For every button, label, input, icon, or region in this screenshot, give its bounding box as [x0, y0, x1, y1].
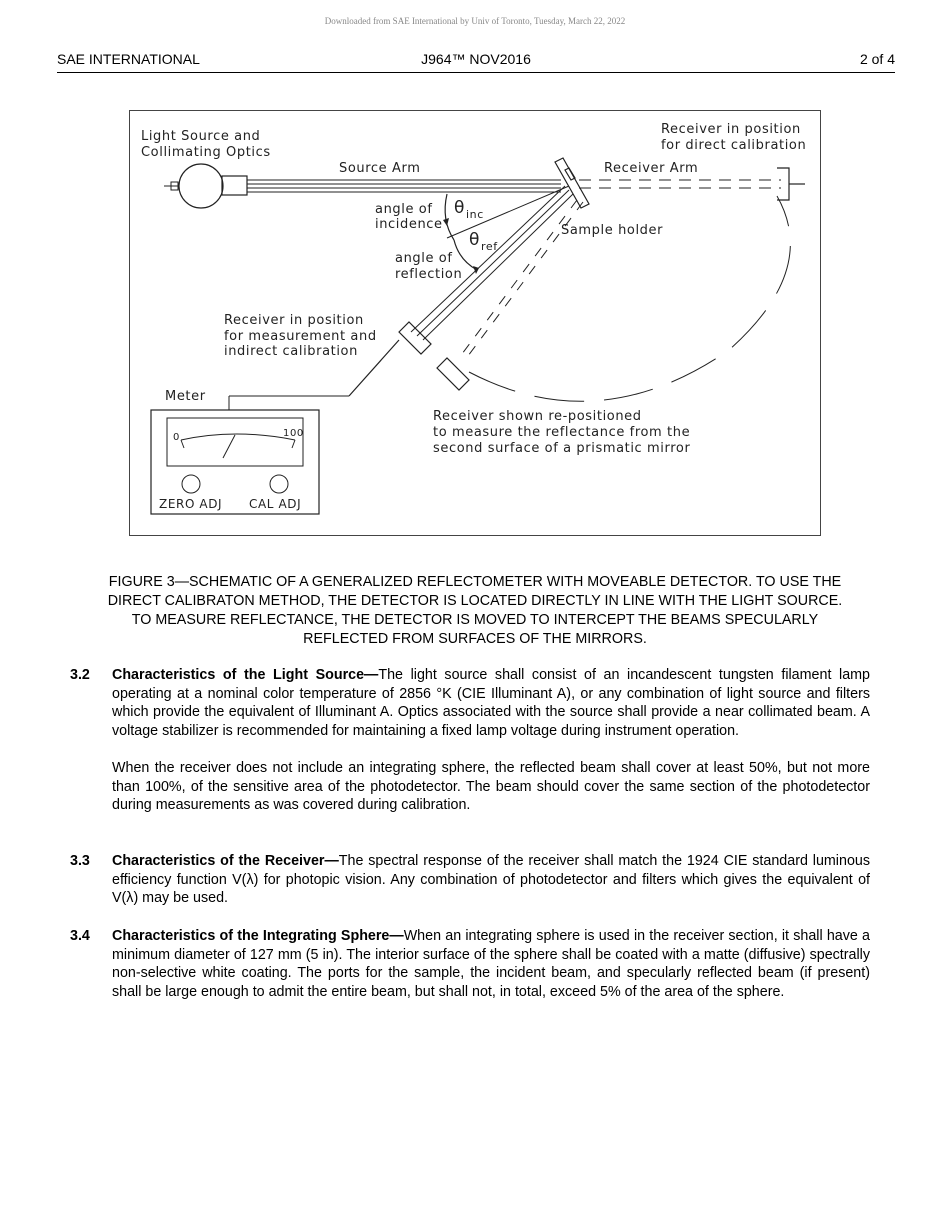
label-receiver-direct-2: for direct calibration — [661, 138, 807, 153]
sample-holder — [555, 158, 589, 208]
caption-line-2: DIRECT CALIBRATON METHOD, THE DETECTOR IS LOCATED DIRECTLY IN LINE WITH THE LIGHT SOURCE. — [107, 593, 843, 609]
section-title: Characteristics of the Receiver— — [112, 853, 339, 869]
label-sample-holder: Sample holder — [561, 223, 664, 238]
figure-3-schematic — [129, 110, 821, 536]
label-repositioned-3: second surface of a prismatic mirror — [433, 441, 691, 456]
zero-adj-knob — [182, 475, 200, 493]
incidence-arc — [445, 194, 454, 240]
figure-caption — [60, 573, 890, 649]
theta-inc-subscript: inc — [466, 208, 484, 221]
label-receiver-arm: Receiver Arm — [604, 161, 699, 176]
section-number: 3.4 — [70, 928, 90, 944]
section-3-3 — [70, 852, 870, 908]
incidence-arrow — [443, 218, 449, 226]
label-meter: Meter — [165, 389, 206, 404]
label-repositioned-1: Receiver shown re-positioned — [433, 409, 642, 424]
header-document-id: J964™ NOV2016 — [421, 51, 531, 67]
meter-display — [167, 418, 303, 466]
page-header — [57, 50, 895, 73]
label-angle-incidence-1: angle of — [375, 202, 433, 217]
cal-adj-knob — [270, 475, 288, 493]
label-angle-reflection-1: angle of — [395, 251, 453, 266]
light-source-lamp — [164, 164, 247, 208]
theta-ref-symbol: θ — [469, 230, 481, 250]
receiver-arm — [579, 180, 781, 188]
section-number: 3.3 — [70, 853, 90, 869]
label-zero-adj: ZERO ADJ — [159, 497, 223, 511]
label-receiver-direct-1: Receiver in position — [661, 122, 801, 137]
caption-line-1: FIGURE 3—SCHEMATIC OF A GENERALIZED REFLECTOMETER WITH MOVEABLE DETECTOR. TO USE THE — [108, 574, 842, 590]
meter-min-label: 0 — [173, 432, 180, 443]
header-publisher: SAE INTERNATIONAL — [57, 51, 200, 67]
reflectometer-diagram — [129, 110, 821, 536]
label-receiver-meas-2: for measurement and — [224, 329, 377, 344]
section-paragraph: The spectral response of the receiver shall match the 1924 CIE standard luminous efficiency function V(λ) for photopic vision. Any combination of photodetector and filters which gives the equivalent of V(λ) may be used. — [112, 853, 870, 907]
meter-max-label: 100 — [283, 428, 304, 439]
section-paragraph: The light source shall consist of an incandescent tungsten filament lamp operating at a nominal color temperature of 2856 °K (CIE Illuminant A), or any combination of light source and filters which provide the equivalent of Illuminant A. Optics associated with the source shall provide a near collimated beam. A voltage stabilizer is recommended for maintaining a fixed lamp voltage during instrument operation. — [112, 667, 871, 739]
section-3-4 — [70, 927, 870, 1001]
download-note: Downloaded from SAE International by Univ of Toronto, Tuesday, March 22, 2022 — [324, 16, 626, 26]
label-receiver-meas-1: Receiver in position — [224, 313, 364, 328]
section-number: 3.2 — [70, 667, 90, 683]
header-page-number: 2 of 4 — [859, 51, 895, 67]
label-receiver-meas-3: indirect calibration — [224, 344, 358, 359]
receiver-direct-calibration — [777, 168, 805, 200]
section-title: Characteristics of the Integrating Sphere— — [112, 928, 404, 944]
label-source-arm: Source Arm — [339, 161, 421, 176]
meter-scale — [181, 434, 295, 440]
label-cal-adj: CAL ADJ — [249, 497, 302, 511]
section-title: Characteristics of the Light Source— — [112, 667, 379, 683]
meter-needle — [223, 435, 235, 458]
label-light-source-1: Light Source and — [141, 129, 261, 144]
label-light-source-2: Collimating Optics — [141, 145, 271, 160]
caption-line-3: TO MEASURE REFLECTANCE, THE DETECTOR IS MOVED TO INTERCEPT THE BEAMS SPECULARLY — [131, 612, 819, 628]
section-paragraph: When an integrating sphere is used in the receiver section, it shall have a minimum diameter of 127 mm (5 in). The interior surface of the sphere shall be coated with a matte (diffusive) spectrally non-selective white coating. The ports for the sample, the incident beam, and specularly reflected beam (if present) shall be large enough to admit the entire beam, but shall not, in total, exceed 5% of the area of the sphere. — [112, 928, 870, 1000]
receiver-repositioned — [437, 358, 469, 390]
source-arm — [247, 180, 561, 192]
label-angle-reflection-2: reflection — [395, 267, 463, 282]
theta-inc-symbol: θ — [454, 198, 466, 218]
label-repositioned-2: to measure the reflectance from the — [433, 425, 691, 440]
section-paragraph: When the receiver does not include an integrating sphere, the reflected beam shall cover at least 50%, but not more than 100%, of the sensitive area of the photodetector. The beam should cover the same section of the photodetector during measurements as was covered during calibration. — [112, 759, 870, 814]
theta-ref-subscript: ref — [481, 240, 498, 253]
section-3-2 — [70, 666, 870, 815]
label-angle-incidence-2: incidence — [375, 217, 443, 232]
caption-line-4: REFLECTED FROM SURFACES OF THE MIRRORS. — [303, 631, 647, 647]
